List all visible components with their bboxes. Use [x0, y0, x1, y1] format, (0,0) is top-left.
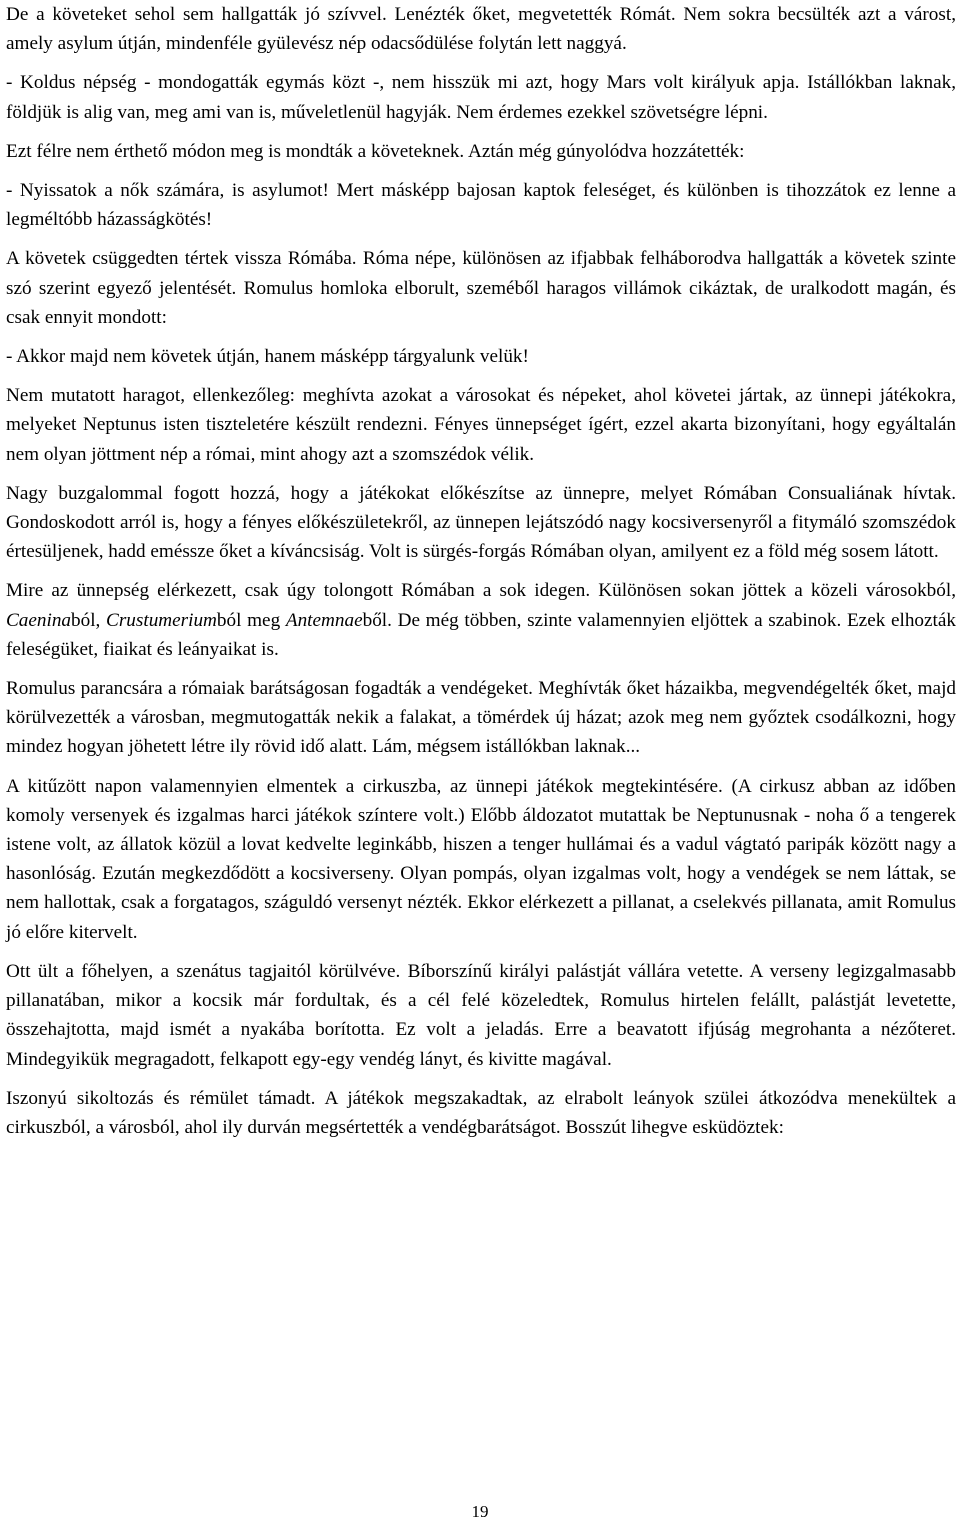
text-run: Nem mutatott haragot, ellenkezőleg: meghívta azokat a városokat és népeket, ahol követei jártak, az ünnepi játékokra, melyeket Neptunus isten tiszteletére készült rendezni. Fényes ünnepséget ígért, ezzel akarta bizonyítani, hogy egyáltalán nem olyan jöttment nép a római, mint ahogy azt a szomszédok vélik.: [6, 385, 956, 465]
text-run: A követek csüggedten tértek vissza Rómába. Róma népe, különösen az ifjabbak felháborodva hallgatták a követek szinte szó szerint egyező jelentését. Romulus homloka elborult, szeméből haragos villámok cikáztak, de uralkodott magán, és csak ennyit mondott:: [6, 248, 956, 328]
paragraph: [6, 176, 956, 234]
text-run: - Nyissatok a nők számára, is asylumot! Mert másképp bajosan kaptok feleséget, és különben is tihozzátok ez lenne a legméltóbb házasságkötés!: [6, 180, 956, 231]
text-run: A kitűzött napon valamennyien elmentek a cirkuszba, az ünnepi játékok megtekintésére. (A cirkusz abban az időben komoly versenyek és izgalmas harci játékok színtere volt.) Előbb áldozatot mutattak be Neptunusnak - noha ő a tengerek istene volt, az állatok közül a lovat kedvelte leginkább, hiszen a tenger hullámai és a vadul vágtató paripák között nagy a hasonlóság. Ezután megkezdődött a kocsiverseny. Olyan pompás, olyan izgalmas volt, hogy a vendégek se nem láttak, se nem hallottak, csak a forgatagos, száguldó versenyt nézték. Ekkor elérkezett a pillanat, a cselekvés pillanata, amit Romulus jó előre kitervelt.: [6, 775, 956, 943]
page-body: [6, 0, 956, 1152]
text-run: ból,: [71, 609, 107, 631]
italic-place-name: Crustumerium: [106, 609, 217, 631]
text-run: Ezt félre nem érthető módon meg is mondták a követeknek. Aztán még gúnyolódva hozzátették:: [6, 140, 745, 162]
paragraph: [6, 1084, 956, 1142]
paragraph: [6, 137, 956, 166]
text-run: Romulus parancsára a rómaiak barátságosan fogadták a vendégeket. Meghívták őket házaikba, megvendégelték őket, majd körülvezették a városban, megmutogatták nekik a falakat, a tömérdek új házat; azok meg nem győztek csodálkozni, hogy mindez hogyan jöhetett létre ily rövid idő alatt. Lám, mégsem istállókban laknak...: [6, 678, 956, 758]
text-run: - Koldus népség - mondogatták egymás közt -, nem hisszük mi azt, hogy Mars volt királyuk apja. Istállókban laknak, földjük is alig van, meg ami van is, műveletlenül hagyják. Nem érdemes ezekkel szövetségre lépni.: [6, 72, 956, 123]
text-run: Ott ült a főhelyen, a szenátus tagjaitól körülvéve. Bíborszínű királyi palástját vállára vetette. A verseny legizgalmasabb pillanatában, mikor a kocsik már fordultak, és a cél felé közeledtek, Romulus hirtelen felállt, palástját levetette, összehajtotta, majd ismét a nyakába borította. Ez volt a jeladás. Erre a beavatott ifjúság megrohanta a nézőteret. Mindegyikük megragadott, felkapott egy-egy vendég lányt, és kivitte magával.: [6, 960, 956, 1070]
text-run: ből. De még többen, szinte valamennyien eljöttek a szabinok. Ezek elhozták feleségüket, fiaikat és leányaikat is.: [6, 609, 956, 660]
paragraph: [6, 674, 956, 762]
page-number: 19: [471, 1502, 489, 1521]
paragraph: [6, 576, 956, 664]
paragraph: [6, 244, 956, 332]
text-run: De a követeket sehol sem hallgatták jó szívvel. Lenézték őket, megvetették Rómát. Nem sokra becsülték azt a várost, amely asylum útján, mindenféle gyülevész nép odacsődülése folytán lett naggyá.: [6, 4, 956, 55]
paragraph: [6, 68, 956, 126]
text-run: Nagy buzgalommal fogott hozzá, hogy a játékokat előkészítse az ünnepre, melyet Rómában Consualiának hívtak. Gondoskodott arról is, hogy a fényes előkészületekről, az ünnepen lejátszódó nagy kocsiversenyről a fitymáló szomszédok értesüljenek, hadd eméssze őket a kíváncsiság. Volt is sürgés-forgás Rómában olyan, amilyent ez a föld még sosem látott.: [6, 482, 956, 563]
text-run: Iszonyú sikoltozás és rémület támadt. A játékok megszakadtak, az elrabolt leányok szülei átkozódva menekültek a cirkuszból, a városból, ahol ily durván megsértették a vendégbarátságot. Bosszút lihegve esküdöztek:: [6, 1087, 956, 1138]
paragraph: [6, 479, 956, 567]
italic-place-name: Antemnae: [285, 609, 363, 631]
text-run: Mire az ünnepség elérkezett, csak úgy tolongott Rómában a sok idegen. Különösen sokan jöttek a közeli városokból,: [6, 580, 956, 602]
italic-place-name: Caenina: [6, 609, 72, 631]
paragraph: [6, 0, 956, 58]
text-run: - Akkor majd nem követek útján, hanem másképp tárgyalunk velük!: [6, 346, 529, 368]
paragraph: [6, 772, 956, 947]
paragraph: [6, 342, 956, 371]
text-run: ból meg: [216, 609, 286, 631]
paragraph: [6, 957, 956, 1074]
paragraph: [6, 381, 956, 469]
